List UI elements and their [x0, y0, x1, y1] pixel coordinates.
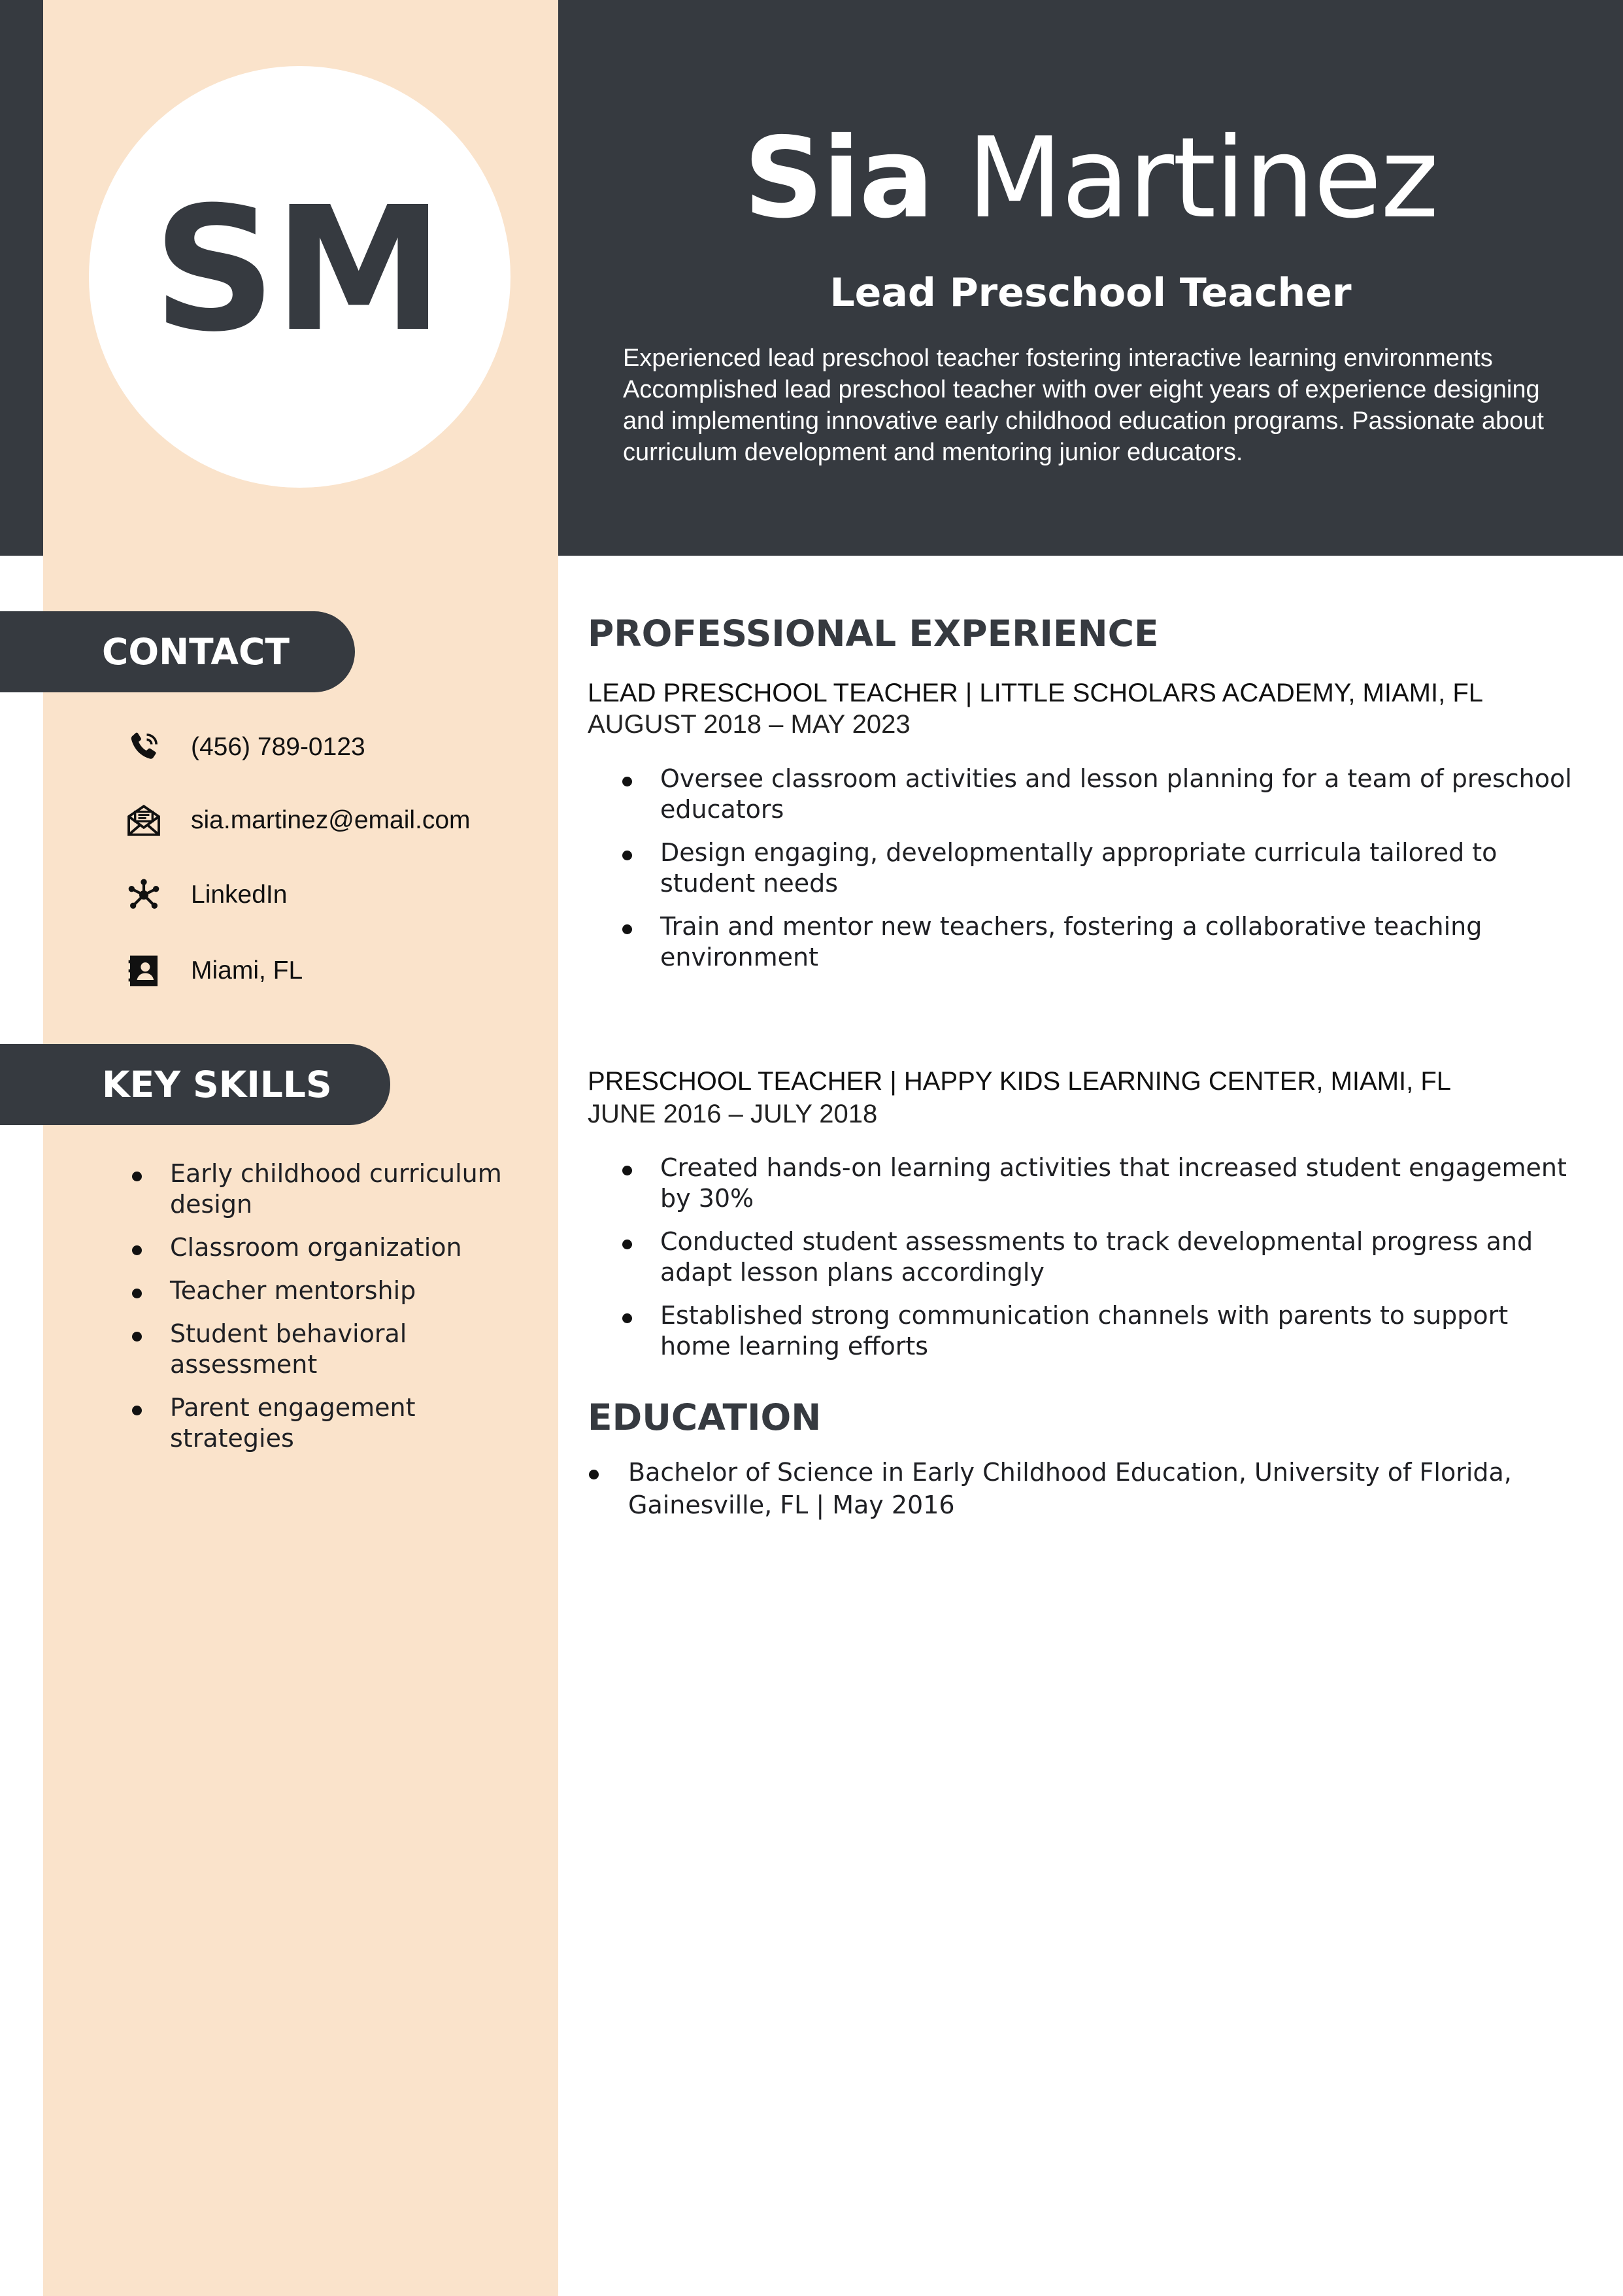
skill-item: Classroom organization [131, 1232, 523, 1263]
summary-line: curriculum development and mentoring junior educators. [623, 439, 1243, 466]
mail-icon [124, 801, 163, 840]
contact-linkedin[interactable]: LinkedIn [191, 881, 288, 909]
job-title: PRESCHOOL TEACHER | HAPPY KIDS LEARNING CENTER, MIAMI, FL [588, 1067, 1452, 1096]
skill-item: Parent engagement strategies [131, 1393, 523, 1454]
job-dates: AUGUST 2018 – MAY 2023 [588, 710, 911, 739]
skills-list [131, 1158, 523, 1466]
job-bullet: Oversee classroom activities and lesson planning for a team of preschool educators [621, 764, 1582, 825]
education-heading: EDUCATION [588, 1396, 822, 1438]
summary [623, 343, 1584, 468]
contact-email[interactable]: sia.martinez@email.com [191, 806, 471, 834]
skill-item: Teacher mentorship [131, 1275, 523, 1306]
skill-item: Early childhood curriculum design [131, 1158, 523, 1220]
job-title-headline: Lead Preschool Teacher [829, 270, 1352, 316]
job-bullet: Train and mentor new teachers, fostering a collaborative teaching environment [621, 911, 1582, 973]
summary-line: Accomplished lead preschool teacher with over eight years of experience designing [623, 376, 1540, 403]
skill-item: Student behavioral assessment [131, 1319, 523, 1380]
address-book-icon [124, 951, 163, 990]
network-icon [124, 875, 163, 915]
phone-icon [124, 728, 163, 767]
job-bullet: Conducted student assessments to track developmental progress and adapt lesson plans accordingly [621, 1226, 1582, 1288]
left-dark-strip [0, 0, 43, 556]
contact-phone[interactable]: (456) 789-0123 [191, 733, 365, 761]
summary-line: Experienced lead preschool teacher fostering interactive learning environments [623, 345, 1493, 372]
education-list [588, 1456, 1568, 1521]
last-name: Martinez [967, 114, 1438, 243]
monogram-circle [89, 66, 510, 488]
job-title: LEAD PRESCHOOL TEACHER | LITTLE SCHOLARS ACADEMY, MIAMI, FL [588, 679, 1483, 707]
contact-location-row [124, 948, 303, 994]
contact-email-row [124, 798, 471, 843]
education-item: Bachelor of Science in Early Childhood Education, University of Florida, Gainesville, FL | May 2016 [588, 1456, 1568, 1521]
contact-location: Miami, FL [191, 956, 303, 985]
contact-linkedin-row [124, 872, 287, 918]
job-dates: JUNE 2016 – JULY 2018 [588, 1100, 878, 1128]
first-name: Sia [743, 114, 933, 243]
job-bullet: Design engaging, developmentally appropriate curricula tailored to student needs [621, 837, 1582, 899]
job-bullets [621, 1153, 1582, 1374]
job-bullet: Created hands-on learning activities that increased student engagement by 30% [621, 1153, 1582, 1214]
monogram-initials: SM [152, 169, 442, 369]
experience-heading: PROFESSIONAL EXPERIENCE [588, 613, 1159, 654]
full-name [558, 114, 1623, 243]
skills-heading: KEY SKILLS [0, 1044, 390, 1125]
job-bullet: Established strong communication channels with parents to support home learning efforts [621, 1300, 1582, 1362]
contact-heading: CONTACT [0, 611, 355, 692]
summary-line: and implementing innovative early childhood education programs. Passionate about [623, 407, 1544, 435]
job-bullets [621, 764, 1582, 985]
contact-phone-row [124, 724, 365, 770]
